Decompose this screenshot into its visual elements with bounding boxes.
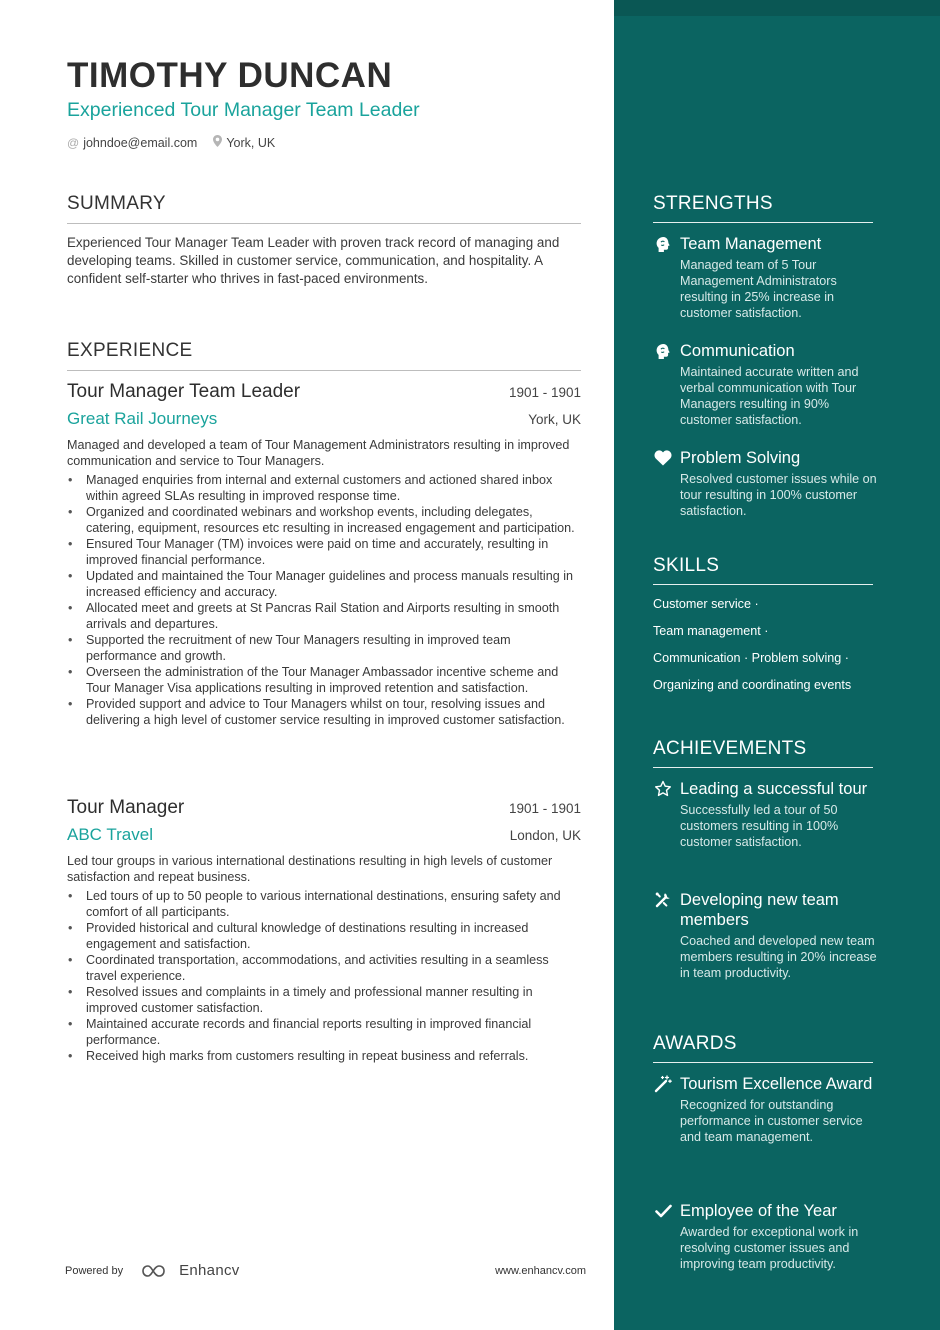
strength-description: Resolved customer issues while on tour resulting in 100% customer satisfaction.	[680, 472, 877, 518]
email-text: johndoe@email.com	[83, 135, 198, 150]
strengths-heading: STRENGTHS	[653, 193, 873, 223]
website-link[interactable]: www.enhancv.com	[495, 1264, 586, 1277]
location-pin-icon	[213, 135, 222, 150]
job-company: Great Rail Journeys	[67, 409, 218, 428]
achievement-item	[653, 890, 878, 981]
award-description: Awarded for exceptional work in resolving customer issues and improving team productivity.	[680, 1225, 859, 1271]
at-icon: @	[67, 135, 80, 150]
list-item: • Organized and coordinated webinars and workshop events, including delegates, catering, equipment, resources etc resulting in increased engagement and participation.	[67, 504, 581, 536]
skill-line: Customer service ·	[653, 597, 759, 611]
checkmark-icon	[653, 1201, 673, 1221]
enhancv-logo-icon	[141, 1263, 173, 1279]
job-bullets	[67, 888, 581, 1064]
list-item: • Resolved issues and complaints in a timely and professional manner resulting in improved customer satisfaction.	[67, 984, 581, 1016]
brain-icon	[653, 341, 673, 361]
skill-line: Team management ·	[653, 624, 769, 638]
strength-title: Problem Solving	[680, 449, 801, 467]
star-icon	[653, 779, 673, 799]
achievement-title: Leading a successful tour	[680, 780, 868, 798]
sidebar-top-bar	[614, 0, 940, 16]
experience-heading: EXPERIENCE	[67, 340, 581, 371]
strength-item	[653, 341, 878, 428]
list-item: • Supported the recruitment of new Tour Managers resulting in improved team performance and growth.	[67, 632, 581, 664]
achievements-heading: ACHIEVEMENTS	[653, 738, 873, 768]
footer	[65, 1262, 586, 1279]
list-item: • Provided support and advice to Tour Managers whilst on tour, resolving issues and delivering a high level of customer service resulting in improved customer satisfaction.	[67, 696, 581, 728]
contact-info	[67, 135, 291, 150]
achievement-description: Coached and developed new team members resulting in 20% increase in team productivity.	[680, 934, 877, 980]
job-role: Tour Manager	[67, 797, 185, 818]
location-item	[213, 135, 275, 150]
award-title: Employee of the Year	[680, 1202, 837, 1220]
powered-by	[65, 1262, 240, 1279]
candidate-name: TIMOTHY DUNCAN	[67, 56, 393, 95]
list-item: • Received high marks from customers resulting in repeat business and referrals.	[67, 1048, 581, 1064]
enhancv-brand: Enhancv	[179, 1262, 240, 1279]
award-title: Tourism Excellence Award	[680, 1075, 873, 1093]
enhancv-logo[interactable]	[141, 1262, 239, 1279]
achievement-item	[653, 779, 878, 850]
list-item: • Managed enquiries from internal and external customers and actioned shared inbox within agreed SLAs resulting in improved response time.	[67, 472, 581, 504]
summary-text: Experienced Tour Manager Team Leader with proven track record of managing and developing teams. Skilled in customer service, communication, and hospitality. A confident self-starter who thrives in fast-paced environments.	[67, 235, 560, 286]
awards-heading: AWARDS	[653, 1033, 873, 1063]
job-dates: 1901 - 1901	[508, 801, 581, 816]
job-entry	[67, 797, 581, 1064]
email-item[interactable]	[67, 136, 197, 150]
list-item: • Led tours of up to 50 people to various international destinations, ensuring safety and comfort of all participants.	[67, 888, 581, 920]
list-item: • Allocated meet and greets at St Pancras Rail Station and Airports resulting in smooth arrivals and departures.	[67, 600, 581, 632]
award-description: Recognized for outstanding performance in customer service and team management.	[680, 1098, 863, 1144]
summary-heading: SUMMARY	[67, 193, 581, 224]
skill-line: Organizing and coordinating events	[653, 678, 852, 692]
list-item: • Maintained accurate records and financial reports resulting in improved financial performance.	[67, 1016, 581, 1048]
job-role: Tour Manager Team Leader	[67, 381, 301, 402]
job-bullets	[67, 472, 581, 728]
heart-icon	[653, 448, 673, 468]
skill-line: Communication · Problem solving ·	[653, 651, 849, 665]
job-description: Managed and developed a team of Tour Management Administrators resulting in improved communication and service to Tour Managers.	[67, 438, 570, 468]
list-item: • Ensured Tour Manager (TM) invoices were paid on time and accurately, resulting in improved financial performance.	[67, 536, 581, 568]
list-item: • Provided historical and cultural knowledge of destinations resulting in increased engagement and satisfaction.	[67, 920, 581, 952]
brain-icon	[653, 234, 673, 254]
job-company: ABC Travel	[67, 825, 153, 844]
strength-item	[653, 234, 878, 321]
skills-heading: SKILLS	[653, 555, 873, 585]
job-location: London, UK	[509, 828, 581, 843]
skills-list	[653, 596, 883, 704]
achievement-title: Developing new team members	[680, 891, 839, 929]
award-item	[653, 1074, 878, 1145]
strength-title: Team Management	[680, 235, 822, 253]
list-item: • Coordinated transportation, accommodations, and activities resulting in a seamless travel experience.	[67, 952, 581, 984]
powered-by-label: Powered by	[65, 1264, 124, 1277]
job-entry	[67, 381, 581, 728]
strength-item	[653, 448, 878, 519]
strength-description: Maintained accurate written and verbal communication with Tour Managers resulting in 90% customer satisfaction.	[680, 365, 859, 427]
achievement-description: Successfully led a tour of 50 customers resulting in 100% customer satisfaction.	[680, 803, 839, 849]
candidate-title: Experienced Tour Manager Team Leader	[67, 99, 420, 121]
list-item: • Updated and maintained the Tour Manager guidelines and process manuals resulting in increased efficiency and accuracy.	[67, 568, 581, 600]
list-item: • Overseen the administration of the Tour Manager Ambassador incentive scheme and Tour Manager Visa applications resulting in improved retention and satisfaction.	[67, 664, 581, 696]
magic-wand-icon	[653, 1074, 673, 1094]
award-item	[653, 1201, 878, 1272]
sidebar	[614, 0, 940, 1330]
strength-description: Managed team of 5 Tour Management Administrators resulting in 25% increase in customer satisfaction.	[680, 258, 837, 320]
tools-icon	[653, 890, 673, 910]
strength-title: Communication	[680, 342, 795, 360]
job-description: Led tour groups in various international destinations resulting in high levels of customer satisfaction and repeat business.	[67, 854, 553, 884]
job-dates: 1901 - 1901	[508, 385, 581, 400]
job-location: York, UK	[528, 412, 581, 427]
location-text: York, UK	[226, 135, 276, 150]
